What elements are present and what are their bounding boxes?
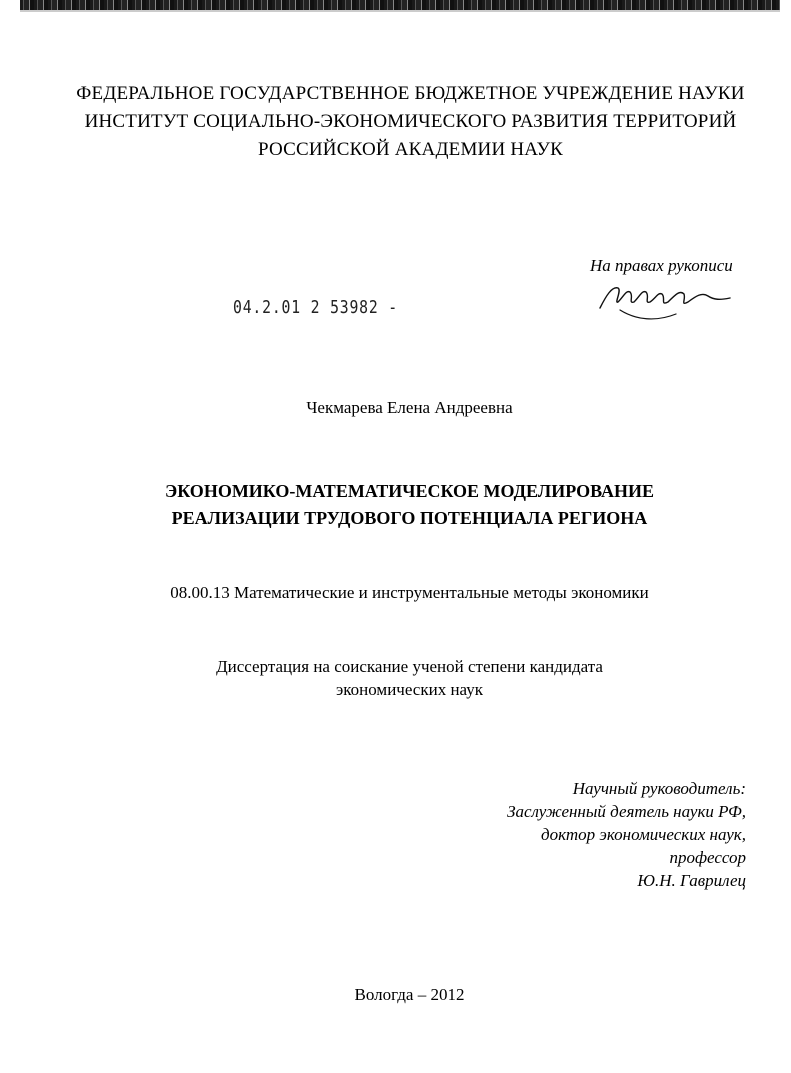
supervisor-title-3: профессор [669,848,746,867]
registration-stamp: 04.2.01 2 53982 - [233,297,399,318]
supervisor-name: Ю.Н. Гаврилец [637,871,746,890]
scan-edge-artifact [20,0,780,10]
institution-line-2: ИНСТИТУТ СОЦИАЛЬНО-ЭКОНОМИЧЕСКОГО РАЗВИТИЯ ТЕРРИТОРИЙ [84,111,737,132]
supervisor-title-2: доктор экономических наук, [541,825,746,844]
title-line-1: ЭКОНОМИКО-МАТЕМАТИЧЕСКОЕ МОДЕЛИРОВАНИЕ [165,481,654,501]
institution-line-3: РОССИЙСКОЙ АКАДЕМИИ НАУК [257,139,564,160]
author-name: Чекмарева Елена Андреевна [306,398,513,417]
institution-line-1: ФЕДЕРАЛЬНОЕ ГОСУДАРСТВЕННОЕ БЮДЖЕТНОЕ УЧРЕЖДЕНИЕ НАУКИ [76,83,745,104]
supervisor-title-1: Заслуженный деятель науки РФ, [507,802,746,821]
dissertation-title [0,478,791,532]
specialty-code: 08.00.13 Математические и инструментальные методы экономики [170,583,649,602]
degree-line-2: экономических наук [335,680,484,699]
institution-header [0,80,791,164]
handwritten-signature [596,276,736,326]
supervisor-block [507,777,746,892]
manuscript-rights: На правах рукописи [590,256,733,275]
degree-statement [0,655,791,701]
scan-edge-shadow [20,10,780,12]
title-line-2: РЕАЛИЗАЦИИ ТРУДОВОГО ПОТЕНЦИАЛА РЕГИОНА [171,508,648,528]
supervisor-role: Научный руководитель: [572,779,746,798]
city-year: Вологда – 2012 [354,985,465,1004]
degree-line-1: Диссертация на соискание ученой степени кандидата [216,657,603,676]
